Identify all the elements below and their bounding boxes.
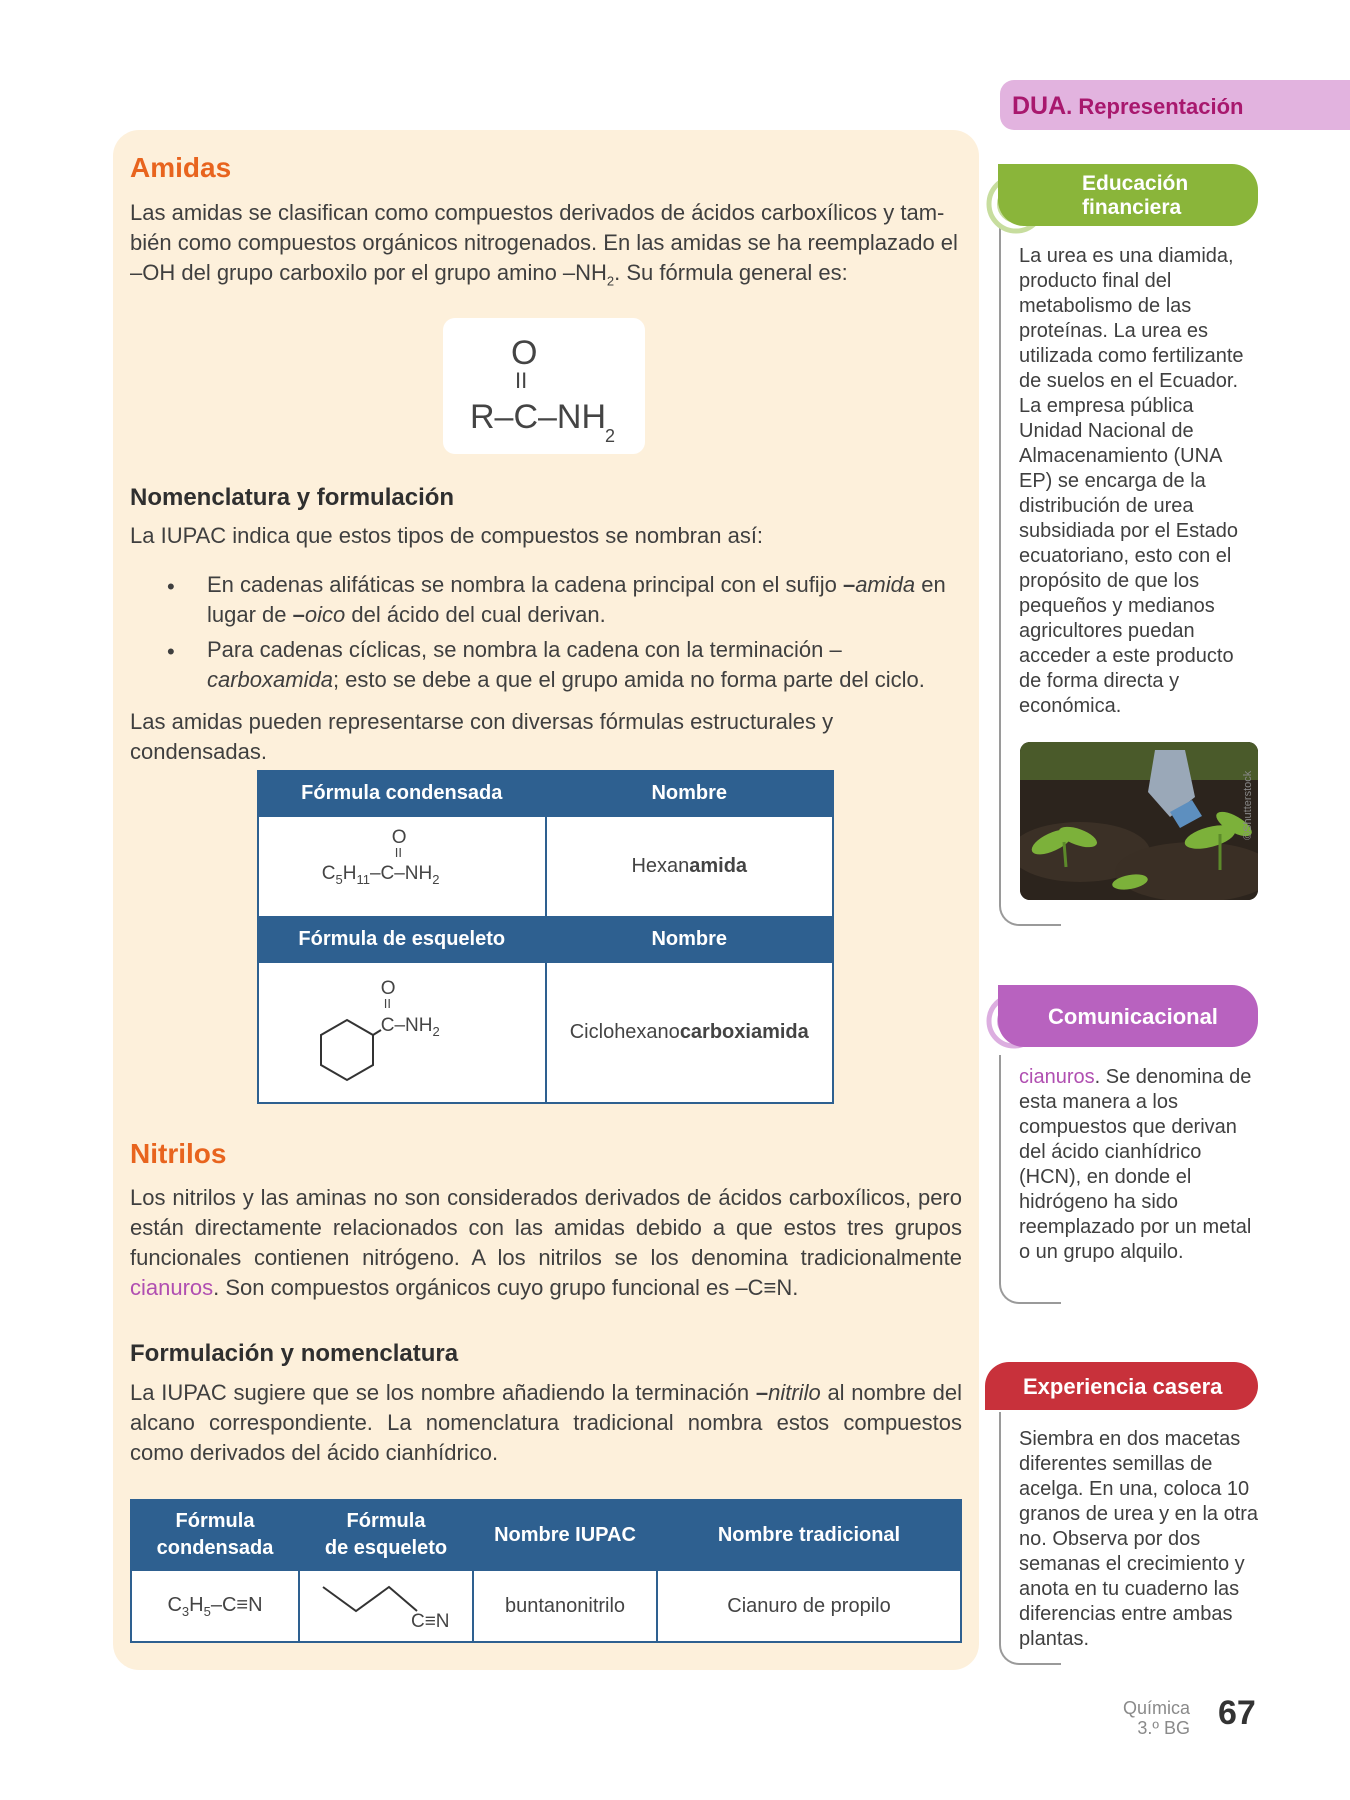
hexanamide-name-cell: Hexanamida [546, 816, 834, 917]
amidas-closing: Las amidas pueden representarse con diversas fórmulas estructurales y condensadas. [130, 709, 834, 764]
dua-banner: DUA. Representación [1000, 80, 1350, 130]
nomenclature-intro: La IUPAC indica que estos tipos de compuestos se nombran así: [130, 523, 764, 548]
nitriles-table [130, 1499, 962, 1643]
nomenclature-title: Nomenclatura y formulación [130, 484, 455, 511]
butanenitrile-traditional-cell: Cianuro de propilo [657, 1570, 961, 1642]
amides-table [257, 770, 834, 1104]
formula-main: R–C–NH [470, 398, 607, 436]
nitriles-col-traditional-header: Nombre tradicional [657, 1500, 961, 1570]
cianuros-term: cianuros [1019, 1066, 1095, 1088]
amides-col-name2-header: Nombre [546, 917, 834, 962]
amides-col-formula-header: Fórmula condensada [258, 771, 546, 816]
nitrilos-title: Nitrilos [130, 1138, 227, 1169]
comunicacional-text: cianuros. Se denomina de esta manera a los compuestos que derivan del ácido cianhídrico (HCN), en donde el hidrógeno ha sido reemplazado por un metal o un grupo alquilo. [1019, 1066, 1252, 1263]
bullet-cyclic: Para cadenas cíclicas, se nombra la cadena con la terminación –carboxamida; esto se debe a que el grupo amida no forma parte del ciclo. [207, 637, 925, 692]
footer-subject: Química 3.º BG [1122, 1698, 1190, 1738]
amidas-title: Amidas [130, 152, 232, 183]
farmer-planting-photo [1020, 742, 1258, 900]
photo-credit: ©Shutterstock [1242, 770, 1254, 840]
nitrilos-paragraph: Los nitrilos y las aminas no son considerados derivados de ácidos carboxílicos, pero están directamente relacionados con las amidas debido a que estos tres grupos funcionales contienen nitrógeno. A los nitrilos se los denomina tradicionalmente cianuros. Son compuestos orgánicos cuyo grupo funcional es –C≡N. [130, 1185, 962, 1300]
bullet-marker: • [167, 639, 175, 664]
experiencia-casera-header: Experiencia casera [985, 1362, 1258, 1410]
general-formula-box [443, 318, 645, 454]
cyclohexane-name-cell: Ciclohexanocarboxiamida [546, 962, 834, 1103]
butanenitrile-formula-cell: $C_3H_5-C\equiv N$ [131, 1570, 299, 1642]
nitriles-col-formula-header: Fórmula condensada [131, 1500, 299, 1570]
comunicacional-header: Comunicacional [998, 985, 1258, 1047]
experiencia-casera-text: Siembra en dos macetas diferentes semillas de acelga. En una, coloca 10 granos de urea y en la otra no. Observa por dos semanas el crecimiento y anota en tu cuaderno las diferencias entre ambas plantas. [1019, 1428, 1259, 1650]
amidas-intro: Las amidas se clasifican como compuestos derivados de ácidos carboxílicos y tam- bién como compuestos orgánicos nitrogenados. En las amidas se ha reemplazado el –OH del grupo carboxilo por el grupo amino $-NH_2$. Su fórmula general es: [130, 200, 958, 289]
nitrilos-nomenclature-paragraph: La IUPAC sugiere que se los nombre añadiendo la terminación –nitrilo al nombre del alcano correspondiente. La nomenclatura tradicional nombra estos compuestos como derivados del ácido cianhídrico. [130, 1380, 962, 1465]
butanenitrile-skeleton-cell: C≡N [299, 1570, 473, 1642]
formula-oxygen: O [511, 334, 538, 372]
nitriles-col-iupac-header: Nombre IUPAC [473, 1500, 657, 1570]
nitriles-col-skeleton-header: Fórmula de esqueleto [299, 1500, 473, 1570]
amides-col-name-header: Nombre [546, 771, 834, 816]
bullet-marker: • [167, 574, 175, 599]
butanenitrile-iupac-cell: buntanonitrilo [473, 1570, 657, 1642]
amides-col-skeleton-header: Fórmula de esqueleto [258, 917, 546, 962]
edu-financiera-header: Educación financiera [998, 164, 1258, 226]
page-number: 67 [1218, 1694, 1256, 1732]
cianuros-glossary-link[interactable]: cianuros [130, 1275, 214, 1300]
bullet-aliphatic: En cadenas alifáticas se nombra la cadena principal con el sufijo –amida en lugar de –oico del ácido del cual derivan. [207, 572, 946, 627]
formula-subscript: 2 [605, 426, 616, 446]
nitrilos-nomenclature-title: Formulación y nomenclatura [130, 1340, 459, 1367]
cyclohexane-skeleton-cell: O II $C-NH_2$ [258, 962, 546, 1103]
formula-double-bond: II [515, 368, 528, 393]
edu-financiera-text: La urea es una diamida, producto final del metabolismo de las proteínas. La urea es utilizada como fertilizante de suelos en el Ecuador. La empresa pública Unidad Nacional de Almacenamiento (UNA EP) se encarga de la distribución de urea subsidiada por el Estado ecuatoriano, esto con el propósito de que los pequeños y medianos agricultores puedan acceder a este producto de forma directa y económica. [1019, 245, 1244, 717]
hexanamide-formula-cell: O II $C_5H_{11}-C-NH_2$ [258, 816, 546, 917]
seedling-photo-icon [1020, 742, 1258, 900]
